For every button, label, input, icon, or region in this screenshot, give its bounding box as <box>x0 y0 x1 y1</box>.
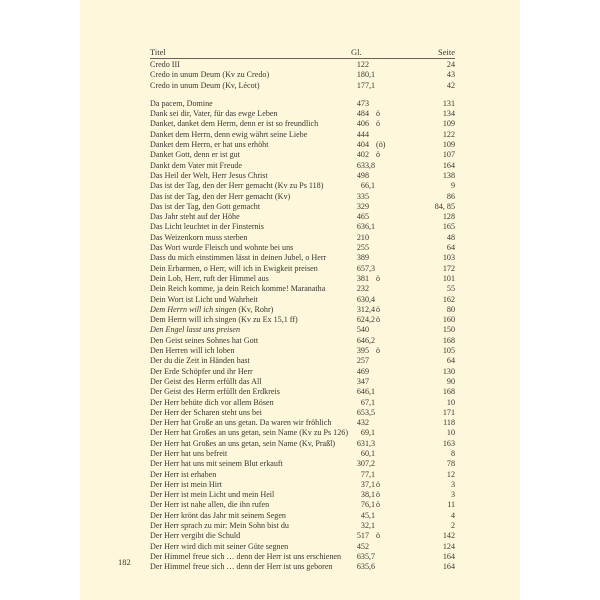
page-reference: 55 <box>446 284 455 294</box>
page-reference: 48 <box>446 232 455 242</box>
page-reference: 128 <box>442 212 455 222</box>
page-reference: 171 <box>442 407 455 417</box>
gl-number: 180 <box>356 70 369 80</box>
gl-number: 329 <box>356 201 369 211</box>
table-row <box>150 109 455 119</box>
gl-number: 635 <box>356 551 369 561</box>
song-title: Der du die Zeit in Händen hast <box>150 356 250 366</box>
page-reference: 11 <box>447 500 455 510</box>
song-title: Den Herren will ich loben <box>150 346 235 356</box>
page-reference: 150 <box>442 325 455 335</box>
gl-number: 395 <box>356 346 369 356</box>
page-reference: 124 <box>442 541 455 551</box>
table-row <box>150 562 455 572</box>
book-page <box>80 0 520 600</box>
song-title: Danket Gott, denn er ist gut <box>150 150 240 160</box>
gl-decimal: ,1 <box>369 490 376 500</box>
page-reference: 78 <box>446 459 455 469</box>
page-reference: 160 <box>442 315 455 325</box>
table-row <box>150 500 455 510</box>
gl-number: 66 <box>360 181 369 191</box>
page-reference: 10 <box>446 397 455 407</box>
page-reference: 105 <box>442 346 455 356</box>
page-reference: 10 <box>446 428 455 438</box>
page-reference: 12 <box>446 469 455 479</box>
table-row <box>150 140 455 150</box>
gl-decimal: ,1 <box>369 479 376 489</box>
table-row <box>150 459 455 469</box>
song-title: Das ist der Tag, den der Herr gemacht (Kv zu Ps 118) <box>150 181 324 191</box>
page-reference: 64 <box>446 243 455 253</box>
gl-number: 636 <box>356 222 369 232</box>
table-row <box>150 531 455 541</box>
table-row <box>150 119 455 129</box>
song-title: Der Herr krönt das Jahr mit seinem Segen <box>150 510 286 520</box>
table-row <box>150 192 455 202</box>
gl-number: 657 <box>356 263 369 273</box>
table-row <box>150 480 455 490</box>
page-reference: 162 <box>442 294 455 304</box>
gl-number: 347 <box>356 376 369 386</box>
gl-decimal: ,1 <box>369 70 376 80</box>
table-row <box>150 346 455 356</box>
gl-number: 37 <box>360 479 369 489</box>
gl-number: 69 <box>360 428 369 438</box>
song-title-italic: Dem Herrn will ich singen <box>150 304 237 314</box>
song-title: Credo in unum Deum (Kv, Lécot) <box>150 80 260 90</box>
austria-marker: ö <box>376 119 381 129</box>
austria-marker: ö <box>376 346 381 356</box>
gl-decimal: ,1 <box>369 510 376 520</box>
gl-number: 473 <box>356 98 369 108</box>
gl-number: 484 <box>356 109 369 119</box>
song-title: Dein Lob, Herr, ruft der Himmel aus <box>150 273 269 283</box>
song-title: Der Herr ist nahe allen, die ihn rufen <box>150 500 270 510</box>
gl-number: 257 <box>356 356 369 366</box>
index-section <box>150 60 455 91</box>
table-row <box>150 449 455 459</box>
table-row <box>150 325 455 335</box>
table-row <box>150 150 455 160</box>
song-title: Dein Erbarmen, o Herr, will ich in Ewigkeit preisen <box>150 263 318 273</box>
song-title: Den Geist seines Sohnes hat Gott <box>150 335 259 345</box>
page-reference: 164 <box>442 551 455 561</box>
index-section <box>150 99 455 573</box>
song-title: Dank sei dir, Vater, für das ewge Leben <box>150 109 278 119</box>
gl-number: 122 <box>356 60 369 69</box>
page-reference: 164 <box>442 160 455 170</box>
austria-marker: ö <box>376 490 381 500</box>
page-reference: 107 <box>442 150 455 160</box>
austria-marker: ö <box>376 500 381 510</box>
gl-number: 624 <box>356 315 369 325</box>
gl-number: 210 <box>356 232 369 242</box>
song-title: Der Erde Schöpfer und ihr Herr <box>150 366 253 376</box>
song-title: Der Geist des Herrn erfüllt den Erdkreis <box>150 387 280 397</box>
gl-number: 177 <box>356 80 369 90</box>
table-row <box>150 212 455 222</box>
table-row <box>150 161 455 171</box>
gl-decimal: ,1 <box>369 521 376 531</box>
table-row <box>150 233 455 243</box>
gl-decimal: ,4 <box>369 304 376 314</box>
song-title <box>150 305 273 315</box>
gl-number: 402 <box>356 150 369 160</box>
page-reference: 165 <box>442 222 455 232</box>
gl-number: 465 <box>356 212 369 222</box>
austria-marker: ö <box>376 273 381 283</box>
index-table <box>150 46 455 573</box>
song-title: Danket, danket dem Herrn, denn er ist so freundlich <box>150 119 319 129</box>
gl-number: 404 <box>356 140 369 150</box>
page-reference: 163 <box>442 438 455 448</box>
table-row <box>150 428 455 438</box>
table-row <box>150 99 455 109</box>
page-reference: 103 <box>442 253 455 263</box>
table-row <box>150 387 455 397</box>
page-reference: 168 <box>442 387 455 397</box>
gl-decimal: ,1 <box>369 222 376 232</box>
gl-number: 38 <box>360 490 369 500</box>
gl-decimal: ,1 <box>369 397 376 407</box>
table-row <box>150 305 455 315</box>
gl-number: 540 <box>356 325 369 335</box>
table-row <box>150 552 455 562</box>
austria-marker: ö <box>376 150 381 160</box>
table-row <box>150 243 455 253</box>
table-row <box>150 315 455 325</box>
page-reference: 42 <box>446 80 455 90</box>
austria-marker: ö <box>376 109 381 119</box>
austria-marker: ö <box>376 531 381 541</box>
song-title: Das Licht leuchtet in der Finsternis <box>150 222 264 232</box>
table-header <box>150 46 455 59</box>
gl-number: 517 <box>356 531 369 541</box>
table-row <box>150 274 455 284</box>
gl-number: 630 <box>356 294 369 304</box>
gl-number: 406 <box>356 119 369 129</box>
gl-number: 631 <box>356 438 369 448</box>
page-reference: 9 <box>450 181 455 191</box>
table-row <box>150 130 455 140</box>
song-title: Der Herr hat Großes an uns getan, sein Name (Kv, Praßl) <box>150 438 336 448</box>
song-title: Der Herr sprach zu mir: Mein Sohn bist du <box>150 521 289 531</box>
table-row <box>150 60 455 70</box>
table-row <box>150 171 455 181</box>
song-title <box>150 325 240 335</box>
page-reference: 172 <box>442 263 455 273</box>
gl-number: 381 <box>356 273 369 283</box>
song-title: Das Jahr steht auf der Höhe <box>150 212 240 222</box>
song-title: Der Herr hat uns mit seinem Blut erkauft <box>150 459 283 469</box>
table-row <box>150 295 455 305</box>
gl-decimal: ,2 <box>369 315 376 325</box>
page-reference: 84, 85 <box>434 201 455 211</box>
table-row <box>150 284 455 294</box>
gl-number: 498 <box>356 170 369 180</box>
gl-number: 67 <box>360 397 369 407</box>
gl-number: 653 <box>356 407 369 417</box>
gl-number: 76 <box>360 500 369 510</box>
gl-number: 635 <box>356 562 369 572</box>
gl-number: 312 <box>356 304 369 314</box>
song-title: Dass du mich einstimmen lässt in deinen Jubel, o Herr <box>150 253 327 263</box>
page-reference: 3 <box>450 490 455 500</box>
page-reference: 138 <box>442 170 455 180</box>
page-reference: 8 <box>450 448 455 458</box>
gl-decimal: ,2 <box>369 335 376 345</box>
song-title: Da pacem, Domine <box>150 98 213 108</box>
gl-number: 389 <box>356 253 369 263</box>
gl-number: 32 <box>360 521 369 531</box>
gl-decimal: ,1 <box>369 469 376 479</box>
page-reference: 130 <box>442 366 455 376</box>
page-reference: 90 <box>446 376 455 386</box>
gl-decimal: ,1 <box>369 500 376 510</box>
page-reference: 4 <box>450 510 455 520</box>
gl-number: 255 <box>356 243 369 253</box>
song-title: Der Herr hat Großes an uns getan, sein Name (Kv zu Ps 126) <box>150 428 349 438</box>
song-title: Der Herr ist mein Licht und mein Heil <box>150 490 275 500</box>
song-title: Der Geist des Herrn erfüllt das All <box>150 376 262 386</box>
gl-number: 444 <box>356 129 369 139</box>
song-title: Der Herr der Scharen steht uns bei <box>150 407 262 417</box>
gl-number: 469 <box>356 366 369 376</box>
page-reference: 101 <box>442 273 455 283</box>
gl-decimal: ,3 <box>369 263 376 273</box>
gl-number: 77 <box>360 469 369 479</box>
table-row <box>150 398 455 408</box>
header-seite: Seite <box>438 47 455 57</box>
austria-marker: ö <box>376 304 381 314</box>
table-row <box>150 408 455 418</box>
page-reference: 80 <box>446 304 455 314</box>
page-reference: 134 <box>442 109 455 119</box>
song-title: Der Herr ist erhaben <box>150 469 217 479</box>
page-reference: 2 <box>450 521 455 531</box>
page-reference: 64 <box>446 356 455 366</box>
table-row <box>150 70 455 80</box>
table-row <box>150 222 455 232</box>
song-title: Danket dem Herrn, er hat uns erhöht <box>150 140 269 150</box>
page-reference: 118 <box>443 418 455 428</box>
page-reference: 24 <box>446 60 455 69</box>
song-title-italic: Den Engel lasst uns preisen <box>150 325 241 335</box>
gl-number: 452 <box>356 541 369 551</box>
page-reference: 86 <box>446 191 455 201</box>
song-title: Das ist der Tag, den der Herr gemacht (Kv) <box>150 191 291 201</box>
page-reference: 43 <box>446 70 455 80</box>
song-title: Dein Reich komme, ja dein Reich komme! Maranatha <box>150 284 326 294</box>
table-row <box>150 356 455 366</box>
austria-marker: ö <box>376 479 381 489</box>
song-title: Danket dem Herrn, denn ewig währt seine Liebe <box>150 129 308 139</box>
page-reference: 164 <box>442 562 455 572</box>
gl-decimal: ,1 <box>369 80 376 90</box>
page-reference: 3 <box>450 479 455 489</box>
gl-decimal: ,2 <box>369 459 376 469</box>
table-row <box>150 490 455 500</box>
table-row <box>150 336 455 346</box>
song-title: Der Herr wird dich mit seiner Güte segnen <box>150 541 289 551</box>
header-title: Titel <box>150 47 166 57</box>
song-title: Das Wort wurde Fleisch und wohnte bei uns <box>150 243 294 253</box>
gl-number: 646 <box>356 335 369 345</box>
song-title: Das Weizenkorn muss sterben <box>150 232 248 242</box>
table-row <box>150 377 455 387</box>
table-row <box>150 418 455 428</box>
table-row <box>150 81 455 91</box>
page-reference: 109 <box>442 119 455 129</box>
table-row <box>150 542 455 552</box>
gl-decimal: ,1 <box>369 181 376 191</box>
gl-number: 45 <box>360 510 369 520</box>
gl-decimal: ,4 <box>369 294 376 304</box>
gl-decimal: ,7 <box>369 551 376 561</box>
song-title: Der Herr hat uns befreit <box>150 448 228 458</box>
table-row <box>150 181 455 191</box>
page-reference: 122 <box>442 129 455 139</box>
song-title: Der Himmel freue sich … denn der Herr ist uns erschienen <box>150 551 342 561</box>
gl-number: 432 <box>356 418 369 428</box>
song-title: Dem Herrn will ich singen (Kv zu Ex 15,1 ff) <box>150 315 298 325</box>
header-gl: Gl. <box>351 47 362 57</box>
gl-decimal: ,5 <box>369 407 376 417</box>
gl-number: 646 <box>356 387 369 397</box>
page-reference: 131 <box>442 98 455 108</box>
gl-number: 60 <box>360 448 369 458</box>
song-title: Das ist der Tag, den Gott gemacht <box>150 201 261 211</box>
page-reference: 109 <box>442 140 455 150</box>
song-title: Der Herr hat Große an uns getan. Da waren wir fröhlich <box>150 418 332 428</box>
table-row <box>150 470 455 480</box>
table-body <box>150 60 455 573</box>
gl-decimal: ,1 <box>369 387 376 397</box>
song-title: Der Herr ist mein Hirt <box>150 479 222 489</box>
austria-marker: ö <box>376 315 381 325</box>
table-row <box>150 439 455 449</box>
table-row <box>150 264 455 274</box>
song-title: Credo III <box>150 60 180 69</box>
gl-number: 633 <box>356 160 369 170</box>
gl-decimal: ,1 <box>369 448 376 458</box>
page-reference: 142 <box>442 531 455 541</box>
song-title: Der Herr behüte dich vor allem Bösen <box>150 397 274 407</box>
page-reference: 168 <box>442 335 455 345</box>
page-number: 182 <box>118 557 131 567</box>
song-title: Das Heil der Welt, Herr Jesus Christ <box>150 170 268 180</box>
song-title: Dankt dem Vater mit Freude <box>150 160 243 170</box>
gl-decimal: ,3 <box>369 438 376 448</box>
table-row <box>150 202 455 212</box>
gl-decimal: ,1 <box>369 428 376 438</box>
gl-decimal: ,8 <box>369 160 376 170</box>
gl-decimal: ,6 <box>369 562 376 572</box>
song-title-suffix: (Kv, Rohr) <box>236 304 274 314</box>
table-row <box>150 253 455 263</box>
gl-number: 335 <box>356 191 369 201</box>
song-title: Credo in unum Deum (Kv zu Credo) <box>150 70 270 80</box>
gl-number: 232 <box>356 284 369 294</box>
table-row <box>150 521 455 531</box>
song-title: Der Himmel freue sich … denn der Herr ist uns geboren <box>150 562 333 572</box>
song-title: Dein Wort ist Licht und Wahrheit <box>150 294 258 304</box>
table-row <box>150 367 455 377</box>
gl-number: 307 <box>356 459 369 469</box>
austria-marker: (ö) <box>376 140 386 150</box>
song-title: Der Herr vergibt die Schuld <box>150 531 241 541</box>
table-row <box>150 511 455 521</box>
